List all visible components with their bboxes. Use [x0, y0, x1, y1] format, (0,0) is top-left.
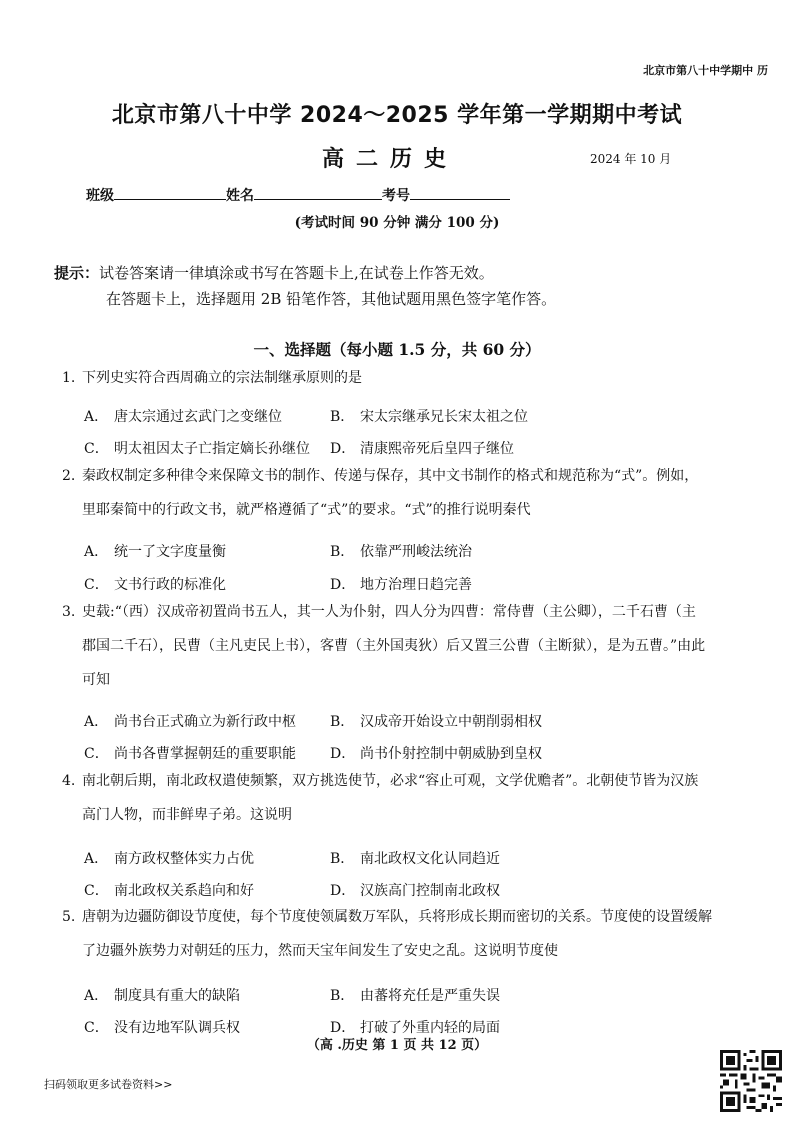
- option-letter: C．: [84, 1020, 109, 1036]
- option-letter: C．: [84, 441, 109, 457]
- option-b: [330, 985, 500, 1005]
- option-text: 尚书台正式确立为新行政中枢: [114, 714, 296, 730]
- option-text: 明太祖因太子亡指定嫡长孙继位: [114, 441, 310, 457]
- option-letter: D．: [330, 441, 356, 457]
- option-c: [84, 743, 296, 763]
- option-letter: B．: [330, 714, 355, 730]
- option-b: [330, 406, 528, 426]
- option-d: [330, 438, 514, 458]
- question-number: 1.: [62, 370, 76, 386]
- option-a: [84, 406, 282, 426]
- option-text: 地方治理日趋完善: [360, 577, 472, 593]
- question-text: 了边疆外族势力对朝廷的压力，然而天宝年间发生了安史之乱。这说明节度使: [82, 943, 558, 959]
- option-letter: C．: [84, 883, 109, 899]
- question-number: 2.: [62, 468, 76, 484]
- option-letter: B．: [330, 409, 355, 425]
- option-text: 南北政权文化认同趋近: [360, 851, 500, 867]
- question-stem-continued: [82, 804, 292, 824]
- exam-time-note: (考试时间 90 分钟 满分 100 分): [294, 215, 500, 231]
- option-text: 宋太宗继承兄长宋太祖之位: [360, 409, 528, 425]
- id-label: 考号: [382, 188, 410, 204]
- option-text: 汉成帝开始设立中朝削弱相权: [360, 714, 542, 730]
- option-a: [84, 985, 240, 1005]
- option-text: 尚书各曹掌握朝廷的重要职能: [114, 746, 296, 762]
- option-b: [330, 848, 500, 868]
- corner-header: 北京市第八十中学期中 历: [643, 64, 768, 77]
- option-text: 唐太宗通过玄武门之变继位: [114, 409, 282, 425]
- option-letter: A．: [84, 988, 109, 1004]
- option-text: 南方政权整体实力占优: [114, 851, 254, 867]
- name-blank: [254, 185, 382, 200]
- option-text: 依靠严刑峻法统治: [360, 544, 472, 560]
- tip-label: 提示：: [54, 264, 100, 282]
- id-blank: [410, 185, 510, 200]
- name-label: 姓名: [226, 188, 254, 204]
- question-number: 5.: [62, 909, 76, 925]
- question-text: 里耶秦简中的行政文书，就严格遵循了“式”的要求。“式”的推行说明秦代: [82, 502, 531, 518]
- option-letter: B．: [330, 988, 355, 1004]
- option-letter: A．: [84, 714, 109, 730]
- question-stem-continued: [82, 499, 531, 519]
- question-text: 秦政权制定多种律令来保障文书的制作、传递与保存，其中文书制作的格式和规范称为“式”。例如，: [82, 468, 699, 484]
- option-a: [84, 848, 254, 868]
- question-stem-continued: [82, 635, 705, 655]
- question-stem: [62, 465, 698, 485]
- option-d: [330, 880, 500, 900]
- option-letter: A．: [84, 851, 109, 867]
- option-text: 制度具有重大的缺陷: [114, 988, 240, 1004]
- option-letter: A．: [84, 409, 109, 425]
- page-footer: （高 .历史 第 1 页 共 12 页）: [306, 1038, 488, 1053]
- option-d: [330, 574, 472, 594]
- option-letter: D．: [330, 577, 356, 593]
- question-stem-continued: [82, 940, 558, 960]
- question-stem: [62, 770, 698, 790]
- question-stem: [62, 367, 362, 387]
- tip-line-1: [54, 262, 494, 283]
- question-stem: [62, 601, 696, 621]
- question-stem-continued: [82, 669, 110, 689]
- option-text: 尚书仆射控制中朝威胁到皇权: [360, 746, 542, 762]
- option-text: 汉族高门控制南北政权: [360, 883, 500, 899]
- option-text: 打破了外重内轻的局面: [360, 1020, 500, 1036]
- option-a: [84, 541, 226, 561]
- option-text: 文书行政的标准化: [114, 577, 226, 593]
- subject-title: 高二历史: [322, 147, 459, 172]
- option-text: 清康熙帝死后皇四子继位: [360, 441, 514, 457]
- question-text: 可知: [82, 672, 110, 688]
- exam-date: 2024 年 10 月: [590, 152, 672, 166]
- class-label: 班级: [86, 188, 114, 204]
- question-number: 3.: [62, 604, 76, 620]
- option-letter: A．: [84, 544, 109, 560]
- option-d: [330, 743, 542, 763]
- question-text: 唐朝为边疆防御设节度使，每个节度使领属数万军队，兵将形成长期而密切的关系。节度使的设置缓解: [82, 909, 712, 925]
- option-text: 统一了文字度量衡: [114, 544, 226, 560]
- question-text: 南北朝后期，南北政权遣使频繁，双方挑选使节，必求“容止可观，文学优赡者”。北朝使节皆为汉族: [82, 773, 699, 789]
- option-letter: B．: [330, 851, 355, 867]
- option-letter: D．: [330, 1020, 356, 1036]
- qr-code-image: [720, 1050, 782, 1112]
- option-letter: D．: [330, 883, 356, 899]
- option-letter: C．: [84, 746, 109, 762]
- exam-title: 北京市第八十中学 2024～2025 学年第一学期期中考试: [111, 103, 683, 128]
- option-letter: B．: [330, 544, 355, 560]
- option-b: [330, 541, 472, 561]
- option-text: 没有边地军队调兵权: [114, 1020, 240, 1036]
- question-text: 高门人物，而非鲜卑子弟。这说明: [82, 807, 292, 823]
- option-letter: D．: [330, 746, 356, 762]
- section-title: 一、选择题（每小题 1.5 分，共 60 分）: [253, 340, 541, 359]
- question-text: 下列史实符合西周确立的宗法制继承原则的是: [82, 370, 362, 386]
- tip-line-2: 在答题卡上，选择题用 2B 铅笔作答，其他试题用黑色签字笔作答。: [106, 290, 557, 308]
- question-text: 郡国二千石），民曹（主凡吏民上书），客曹（主外国夷狄）后又置三公曹（主断狱），是为五曹。”由此: [82, 638, 706, 654]
- option-b: [330, 711, 542, 731]
- option-text: 由蕃将充任是严重失误: [360, 988, 500, 1004]
- option-c: [84, 438, 310, 458]
- option-c: [84, 574, 226, 594]
- question-text: 史载:“（西）汉成帝初置尚书五人，其一人为仆射，四人分为四曹：常侍曹（主公卿），二千石曹（主: [82, 604, 696, 620]
- option-text: 南北政权关系趋向和好: [114, 883, 254, 899]
- scan-prompt: 扫码领取更多试卷资料>>: [44, 1078, 173, 1091]
- class-blank: [114, 185, 226, 200]
- tip-text-1: 试卷答案请一律填涂或书写在答题卡上,在试卷上作答无效。: [99, 264, 494, 282]
- question-stem: [62, 906, 712, 926]
- option-letter: C．: [84, 577, 109, 593]
- option-a: [84, 711, 296, 731]
- option-c: [84, 880, 254, 900]
- question-number: 4.: [62, 773, 76, 789]
- student-info-line: [86, 185, 510, 205]
